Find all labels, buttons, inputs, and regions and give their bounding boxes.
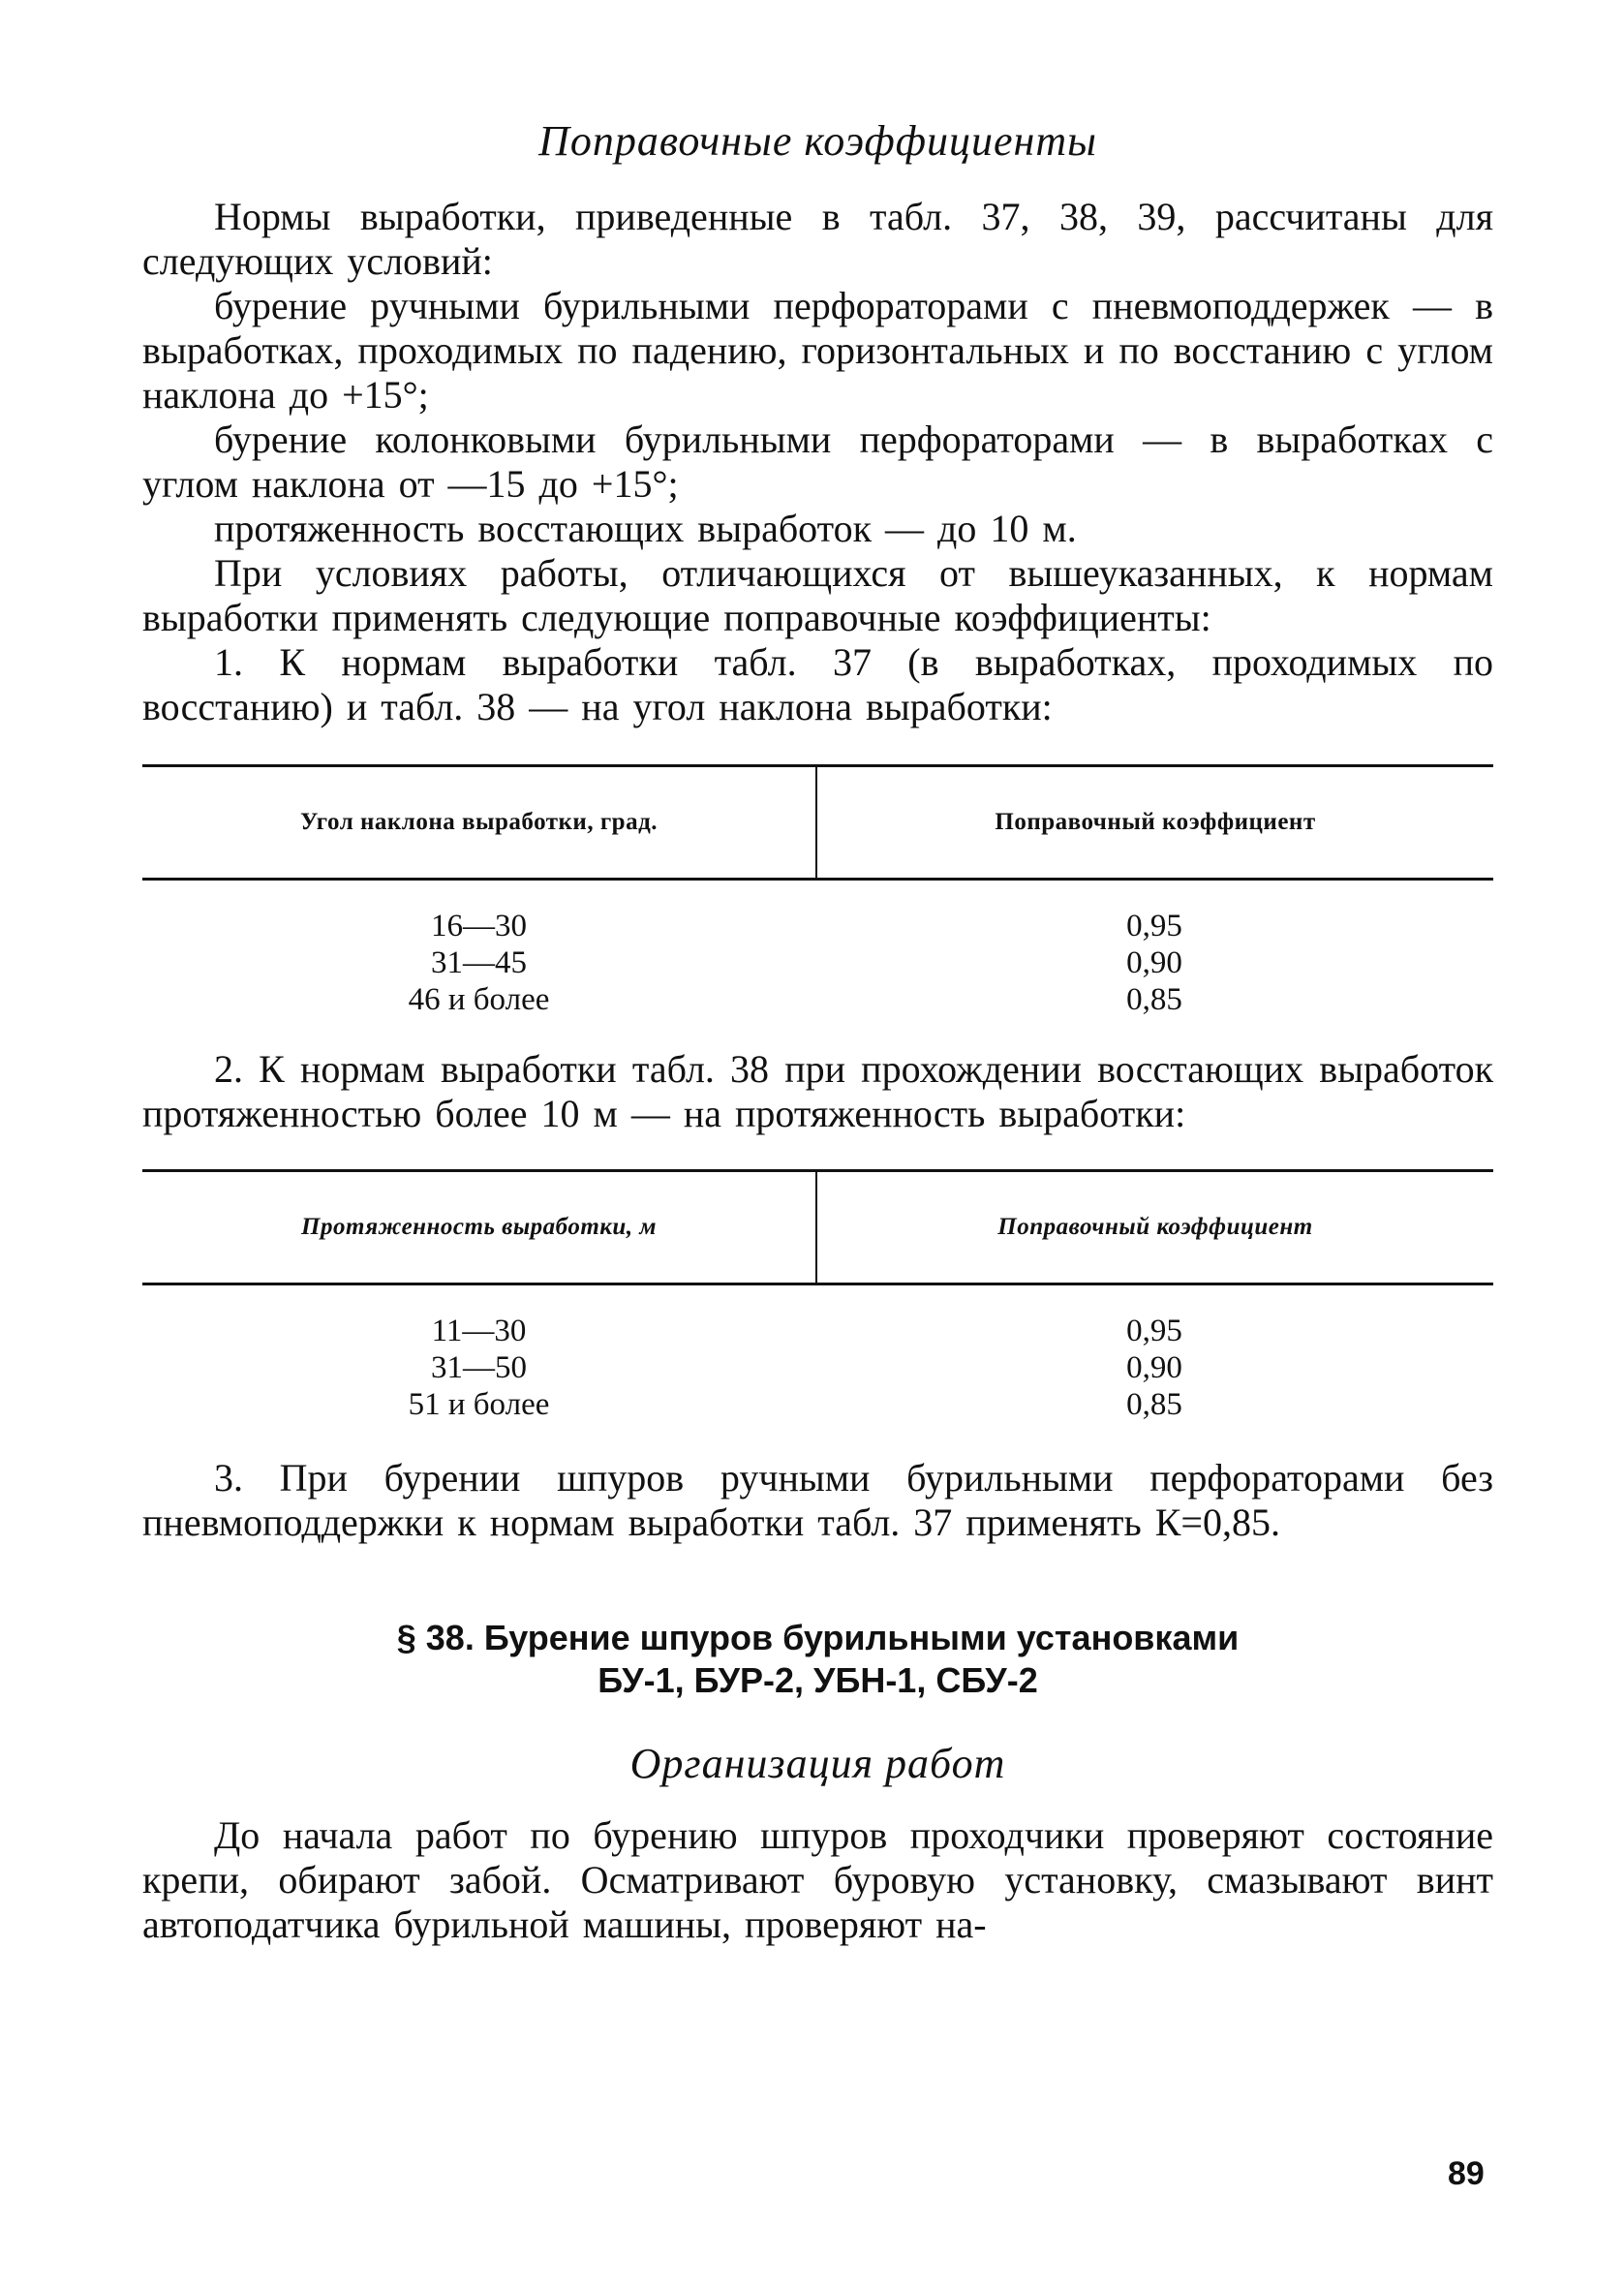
intro-paragraph-5: При условиях работы, отличающихся от вышеуказанных, к нормам выработки применять следующие поправочные коэффициенты: bbox=[142, 551, 1493, 639]
table-cell: 0,85 bbox=[1126, 1387, 1182, 1422]
section-title-line-1: § 38. Бурение шпуров бурильными установками bbox=[396, 1618, 1240, 1657]
intro-paragraph-2: бурение ручными бурильными перфораторами с пневмоподдержек — в выработках, проходимых по падению, горизонтальных и по восстанию с углом наклона до +15°; bbox=[142, 284, 1493, 417]
intro-paragraph-1: Нормы выработки, приведенные в табл. 37, 38, 39, рассчитаны для следующих условий: bbox=[142, 195, 1493, 283]
table-cell: 31—45 bbox=[431, 945, 527, 980]
table-body bbox=[142, 1285, 1493, 1423]
intro-paragraph-4: протяженность восстающих выработок — до 10 м. bbox=[214, 507, 1077, 550]
table-cell: 0,90 bbox=[1126, 945, 1182, 980]
table-cell: 0,95 bbox=[1126, 909, 1182, 943]
table-body bbox=[142, 881, 1493, 1018]
table-cell: 31—50 bbox=[431, 1350, 527, 1385]
table-column-coefficient bbox=[815, 908, 1493, 1018]
table-header bbox=[142, 764, 1493, 881]
length-correction-table bbox=[142, 1169, 1493, 1423]
table-cell: 0,90 bbox=[1126, 1350, 1182, 1385]
table-cell: 51 и более bbox=[408, 1387, 550, 1422]
table-header-coefficient: Поправочный коэффициент bbox=[997, 1214, 1313, 1240]
table-header-length: Протяженность выработки, м bbox=[142, 1172, 817, 1283]
page-content bbox=[142, 116, 1493, 1947]
intro-paragraph-3: бурение колонковыми бурильными перфораторами — в выработках с углом наклона от —15 до +15°; bbox=[142, 418, 1493, 506]
section-heading bbox=[142, 1617, 1493, 1702]
table-header bbox=[142, 1169, 1493, 1285]
table-cell: 16—30 bbox=[431, 909, 527, 943]
table-cell: 46 и более bbox=[408, 982, 550, 1017]
table-cell: 0,95 bbox=[1126, 1314, 1182, 1348]
section-title-line-2: БУ-1, БУР-2, УБН-1, СБУ-2 bbox=[598, 1660, 1038, 1700]
page-number: 89 bbox=[1448, 2155, 1485, 2192]
table-cell: 11—30 bbox=[431, 1314, 527, 1348]
table-header-coefficient: Поправочный коэффициент bbox=[995, 809, 1316, 835]
table-column-length bbox=[142, 1313, 815, 1423]
table-column-coefficient bbox=[815, 1313, 1493, 1423]
organization-heading: Организация работ bbox=[629, 1740, 1006, 1787]
organization-paragraph: До начала работ по бурению шпуров проходчики проверяют состояние крепи, обирают забой. Осматривают буровую установку, смазывают винт автоподатчика бурильной машины, проверяют на- bbox=[142, 1813, 1493, 1946]
intro-paragraph-6: 1. К нормам выработки табл. 37 (в выработках, проходимых по восстанию) и табл. 38 — на угол наклона выработки: bbox=[142, 640, 1493, 728]
paragraph-2: 2. К нормам выработки табл. 38 при прохождении восстающих выработок протяженностью более 10 м — на протяженность выработки: bbox=[142, 1047, 1493, 1135]
table-column-angle bbox=[142, 908, 815, 1018]
corrections-heading: Поправочные коэффициенты bbox=[538, 117, 1097, 165]
table-cell: 0,85 bbox=[1126, 982, 1182, 1017]
paragraph-3: 3. При бурении шпуров ручными бурильными перфораторами без пневмоподдержки к нормам выработки табл. 37 применять К=0,85. bbox=[142, 1456, 1493, 1544]
table-header-angle: Угол наклона выработки, град. bbox=[142, 767, 817, 878]
angle-correction-table bbox=[142, 764, 1493, 1018]
